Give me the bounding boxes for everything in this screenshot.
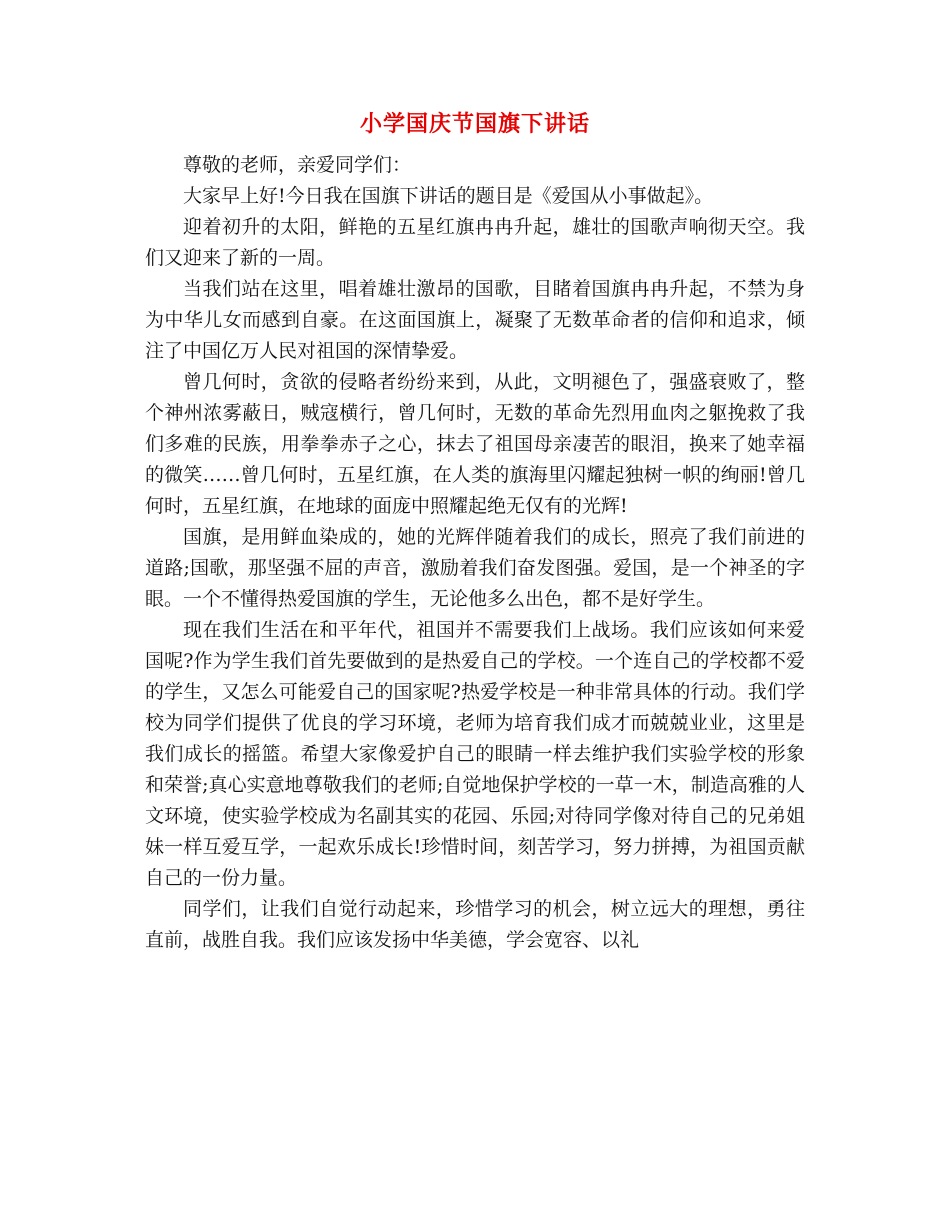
paragraph: 国旗，是用鲜血染成的，她的光辉伴随着我们的成长，照亮了我们前进的道路;国歌，那坚强不屈的声音，激励着我们奋发图强。爱国，是一个神圣的字眼。一个不懂得热爱国旗的学生，无论他多么出色，都不是好学生。 xyxy=(145,526,805,610)
paragraph: 大家早上好!今日我在国旗下讲话的题目是《爱国从小事做起》。 xyxy=(183,185,714,207)
paragraph: 曾几何时，贪欲的侵略者纷纷来到，从此，文明褪色了，强盛衰败了，整个神州浓雾蔽日，贼寇横行，曾几何时，无数的革命先烈用血肉之躯挽救了我们多难的民族，用拳拳赤子之心，抹去了祖国母亲凄苦的眼泪，换来了她幸福的微笑……曾几何时，五星红旗，在人类的旗海里闪耀起独树一帜的绚丽!曾几何时，五星红旗，在地球的面庞中照耀起绝无仅有的光辉! xyxy=(145,371,805,517)
paragraph: 现在我们生活在和平年代，祖国并不需要我们上战场。我们应该如何来爱国呢?作为学生我们首先要做到的是热爱自己的学校。一个连自己的学校都不爱的学生，又怎么可能爱自己的国家呢?热爱学校是一种非常具体的行动。我们学校为同学们提供了优良的学习环境，老师为培育我们成才而兢兢业业，这里是我们成长的摇篮。希望大家像爱护自己的眼睛一样去维护我们实验学校的形象和荣誉;真心实意地尊敬我们的老师;自觉地保护学校的一草一木，制造高雅的人文环境，使实验学校成为名副其实的花园、乐园;对待同学像对待自己的兄弟姐妹一样互爱互学，一起欢乐成长!珍惜时间，刻苦学习，努力拼搏，为祖国贡献自己的一份力量。 xyxy=(145,619,805,889)
paragraph: 迎着初升的太阳，鲜艳的五星红旗冉冉升起，雄壮的国歌声响彻天空。我们又迎来了新的一周。 xyxy=(145,216,805,269)
paragraph: 尊敬的老师，亲爱同学们： xyxy=(183,154,412,176)
document-title: 小学国庆节国旗下讲话 xyxy=(359,111,590,137)
document-body xyxy=(145,150,805,956)
paragraph: 同学们，让我们自觉行动起来，珍惜学习的机会，树立远大的理想，勇往直前，战胜自我。我们应该发扬中华美德，学会宽容、以礼 xyxy=(145,898,805,951)
paragraph: 当我们站在这里，唱着雄壮激昂的国歌，目睹着国旗冉冉升起，不禁为身为中华儿女而感到自豪。在这面国旗上，凝聚了无数革命者的信仰和追求，倾注了中国亿万人民对祖国的深情挚爱。 xyxy=(145,278,805,362)
